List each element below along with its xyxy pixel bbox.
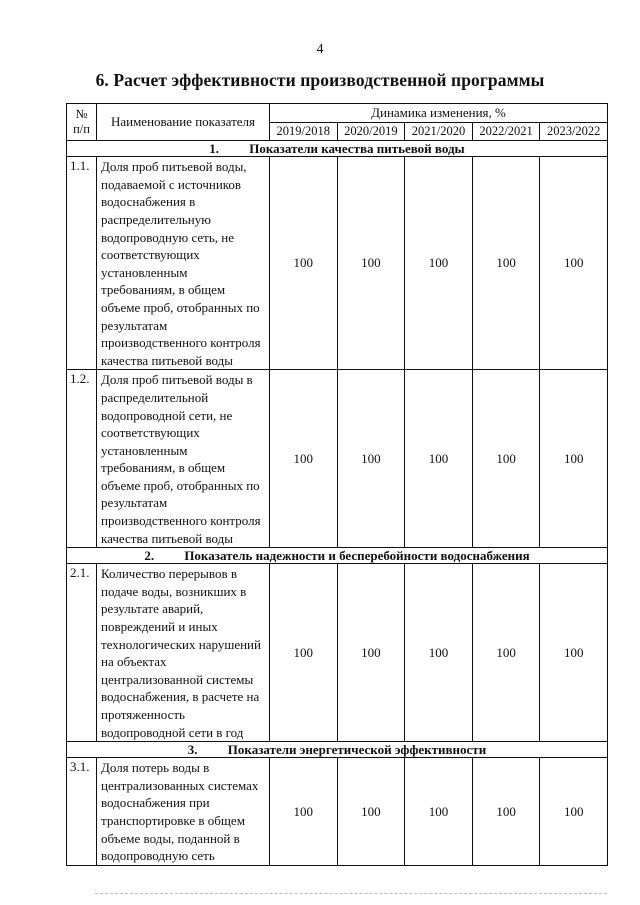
indicator-name-line: на объектах bbox=[101, 654, 167, 670]
dynamics-value: 100 bbox=[472, 157, 540, 370]
indicator-name-line: установленным bbox=[101, 264, 188, 280]
dynamics-value: 100 bbox=[337, 370, 405, 548]
efficiency-table bbox=[66, 103, 608, 866]
section-heading bbox=[67, 742, 608, 758]
header-number bbox=[67, 104, 97, 141]
header-number-abbr: п/п bbox=[73, 122, 90, 137]
header-year: 2023/2022 bbox=[540, 122, 608, 141]
indicator-name-line: результатам bbox=[101, 317, 168, 333]
dynamics-value: 100 bbox=[540, 370, 608, 548]
indicator-name-line: установленным bbox=[101, 442, 188, 458]
indicator-name-line: Доля проб питьевой воды в bbox=[101, 372, 253, 388]
row-number: 2.1. bbox=[67, 564, 97, 742]
indicator-name-line: распределительную bbox=[101, 211, 211, 227]
indicator-name-line: повреждений и иных bbox=[101, 619, 218, 635]
header-dynamics: Динамика изменения, % bbox=[270, 104, 608, 123]
dynamics-value: 100 bbox=[405, 758, 473, 866]
indicator-name-line: водопроводной сети в год bbox=[101, 724, 244, 740]
row-number: 1.2. bbox=[67, 370, 97, 548]
dynamics-value: 100 bbox=[337, 758, 405, 866]
indicator-name-line: Количество перерывов в bbox=[101, 566, 237, 582]
section-title: Показатели энергетической эффективности bbox=[227, 742, 487, 758]
section-number: 3. bbox=[187, 742, 198, 758]
indicator-name-line: водопроводную сеть bbox=[101, 848, 215, 864]
indicator-name-line: Доля проб питьевой воды, bbox=[101, 159, 247, 175]
section-title: Показатели качества питьевой воды bbox=[249, 141, 465, 157]
dynamics-value: 100 bbox=[337, 564, 405, 742]
indicator-name bbox=[97, 370, 270, 548]
header-year: 2020/2019 bbox=[337, 122, 405, 141]
header-indicator-name: Наименование показателя bbox=[97, 104, 270, 141]
section-number: 1. bbox=[209, 141, 220, 157]
efficiency-table-container bbox=[66, 103, 608, 866]
indicator-name-line: транспортировке в общем bbox=[101, 812, 245, 828]
indicator-name-line: производственного контроля bbox=[101, 513, 261, 529]
indicator-name bbox=[97, 157, 270, 370]
indicator-name-line: результате аварий, bbox=[101, 601, 204, 617]
indicator-name-line: объеме воды, поданной в bbox=[101, 830, 240, 846]
indicator-name-line: результатам bbox=[101, 495, 168, 511]
dynamics-value: 100 bbox=[540, 564, 608, 742]
indicator-name-line: качества питьевой воды bbox=[101, 352, 234, 368]
indicator-name bbox=[97, 758, 270, 866]
indicator-name-line: соответствующих bbox=[101, 425, 200, 441]
indicator-name bbox=[97, 564, 270, 742]
section-title: Показатель надежности и бесперебойности водоснабжения bbox=[184, 548, 530, 564]
section-heading bbox=[67, 548, 608, 564]
indicator-name-line: централизованной системы bbox=[101, 671, 254, 687]
indicator-name-line: качества питьевой воды bbox=[101, 530, 234, 546]
indicator-name-line: водоснабжения при bbox=[101, 795, 210, 811]
section-row bbox=[67, 141, 608, 157]
dynamics-value: 100 bbox=[337, 157, 405, 370]
bottom-edge-line bbox=[95, 893, 607, 894]
table-row bbox=[67, 758, 608, 866]
indicator-name-line: водоснабжения в bbox=[101, 194, 196, 210]
table-row bbox=[67, 564, 608, 742]
dynamics-value: 100 bbox=[405, 564, 473, 742]
dynamics-value: 100 bbox=[270, 564, 338, 742]
indicator-name-line: подаваемой с источников bbox=[101, 176, 242, 192]
dynamics-value: 100 bbox=[405, 157, 473, 370]
section-number: 2. bbox=[144, 548, 155, 564]
indicator-name-line: требованиям, в общем bbox=[101, 282, 226, 298]
page-title: 6. Расчет эффективности производственной программы bbox=[95, 70, 545, 90]
section-row bbox=[67, 742, 608, 758]
indicator-name-line: водопроводную сеть, не bbox=[101, 229, 234, 245]
header-number-sign: № bbox=[75, 107, 88, 122]
indicator-name-line: требованиям, в общем bbox=[101, 460, 226, 476]
dynamics-value: 100 bbox=[270, 758, 338, 866]
indicator-name-line: водопроводной сети, не bbox=[101, 407, 233, 423]
dynamics-value: 100 bbox=[270, 157, 338, 370]
dynamics-value: 100 bbox=[540, 157, 608, 370]
indicator-name-line: протяженность bbox=[101, 707, 185, 722]
section-heading bbox=[67, 141, 608, 157]
dynamics-value: 100 bbox=[472, 370, 540, 548]
section-row bbox=[67, 548, 608, 564]
indicator-name-line: водоснабжения, в расчете на bbox=[101, 689, 260, 705]
indicator-name-line: централизованных системах bbox=[101, 777, 259, 793]
page-number: 4 bbox=[316, 42, 324, 57]
header-year: 2022/2021 bbox=[472, 122, 540, 141]
dynamics-value: 100 bbox=[540, 758, 608, 866]
table-row bbox=[67, 370, 608, 548]
indicator-name-line: технологических нарушений bbox=[101, 636, 261, 652]
indicator-name-line: Доля потерь воды в bbox=[101, 760, 210, 776]
table-body bbox=[67, 141, 608, 866]
header-year: 2021/2020 bbox=[405, 122, 473, 141]
table-row bbox=[67, 157, 608, 370]
dynamics-value: 100 bbox=[472, 758, 540, 866]
row-number: 3.1. bbox=[67, 758, 97, 866]
indicator-name-line: объеме проб, отобранных по bbox=[101, 299, 260, 315]
indicator-name-line: производственного контроля bbox=[101, 335, 261, 351]
row-number: 1.1. bbox=[67, 157, 97, 370]
indicator-name-line: соответствующих bbox=[101, 247, 200, 263]
header-year: 2019/2018 bbox=[270, 122, 338, 141]
indicator-name-line: подаче воды, возникших в bbox=[101, 583, 247, 599]
dynamics-value: 100 bbox=[472, 564, 540, 742]
indicator-name-line: объеме проб, отобранных по bbox=[101, 477, 260, 493]
indicator-name-line: распределительной bbox=[101, 389, 209, 405]
dynamics-value: 100 bbox=[270, 370, 338, 548]
dynamics-value: 100 bbox=[405, 370, 473, 548]
